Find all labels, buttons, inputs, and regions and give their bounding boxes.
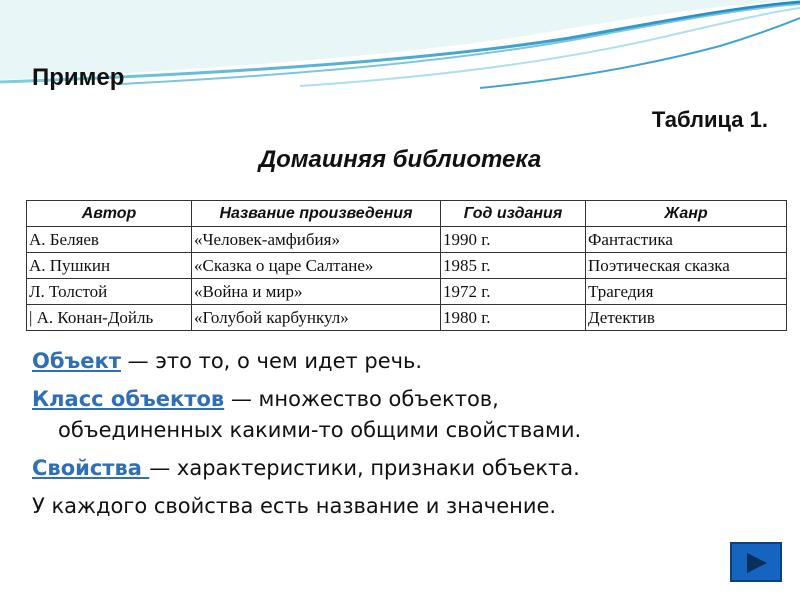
column-header-genre: Жанр [586,201,787,227]
column-header-title: Название произведения [192,201,441,227]
definition-object [32,346,772,377]
cell-title: «Сказка о царе Салтане» [192,253,441,279]
library-table [26,200,787,331]
cell-genre: Детектив [586,305,787,331]
table-title: Домашняя библиотека [258,146,542,173]
cell-genre: Трагедия [586,279,787,305]
table-row [27,253,787,279]
cell-author: А. Пушкин [27,253,192,279]
cell-title: «Человек-амфибия» [192,227,441,253]
definitions-block [32,346,772,529]
column-header-year: Год издания [441,201,586,227]
term-class-link[interactable]: Класс объектов [32,387,225,411]
table-header-row [27,201,787,227]
definition-class-text-cont: объединенных какими-то общими свойствами. [58,418,582,442]
table-number: Таблица 1. [651,107,768,132]
cell-year: 1980 г. [441,305,586,331]
definition-properties-text: — характеристики, признаки объекта. [149,456,580,480]
column-header-author: Автор [27,201,192,227]
definition-class-text: — множество объектов, [224,387,499,411]
term-object-link[interactable]: Объект [32,349,121,373]
cell-year: 1972 г. [441,279,586,305]
definition-properties [32,453,772,484]
term-properties-link[interactable]: Свойства [32,456,150,480]
cell-year: 1985 г. [441,253,586,279]
definition-class [32,384,772,446]
cell-title: «Голубой карбункул» [192,305,441,331]
next-slide-button[interactable] [730,542,782,582]
cell-author: | А. Конан-Дойль [27,305,192,331]
example-heading: Пример [32,64,125,91]
table-row [27,227,787,253]
cell-title: «Война и мир» [192,279,441,305]
cell-author: А. Беляев [27,227,192,253]
table-row [27,305,787,331]
cell-author: Л. Толстой [27,279,192,305]
cell-genre: Фантастика [586,227,787,253]
closing-statement: У каждого свойства есть название и значение. [32,494,557,518]
definition-object-text: — это то, о чем идет речь. [120,349,423,373]
table-row [27,279,787,305]
play-arrow-icon [745,552,769,574]
cell-genre: Поэтическая сказка [586,253,787,279]
cell-year: 1990 г. [441,227,586,253]
